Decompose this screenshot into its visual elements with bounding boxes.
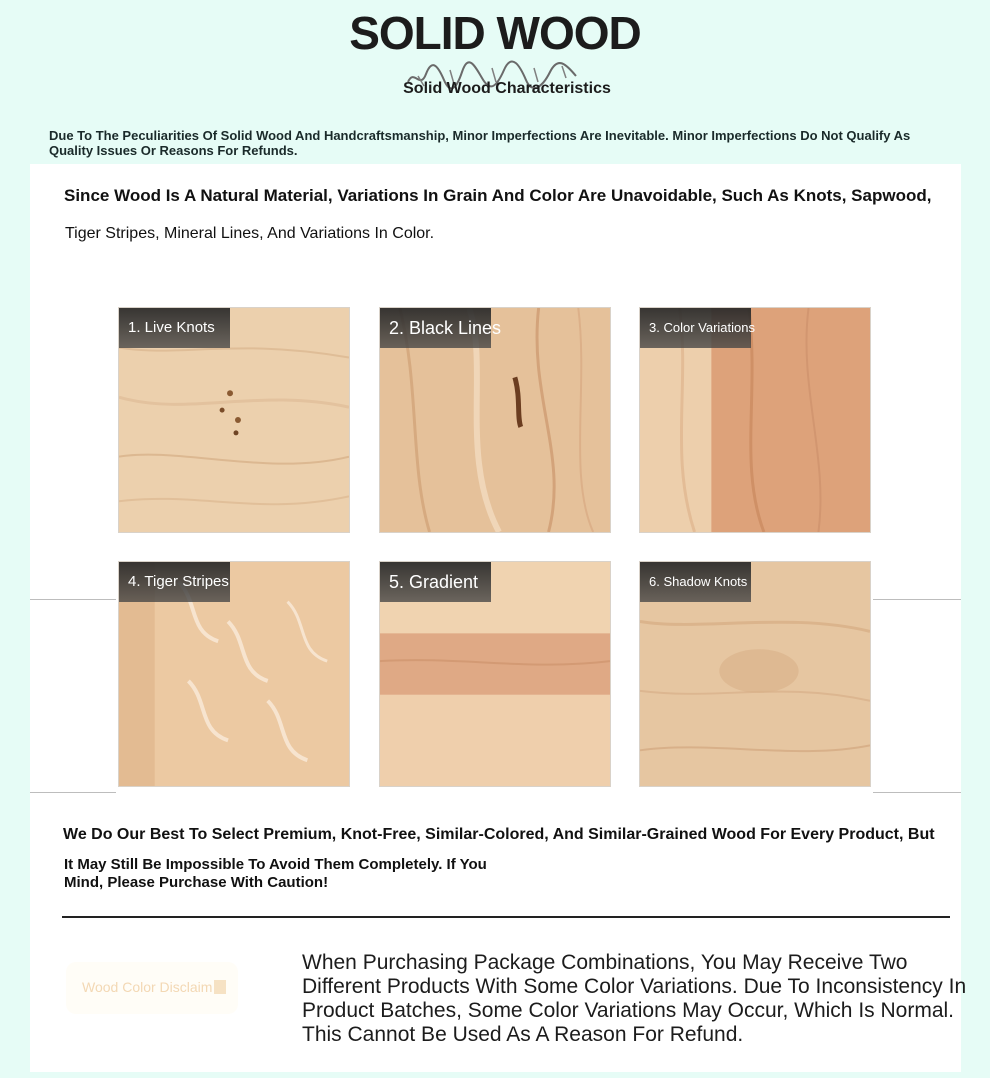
sample-label: 6. Shadow Knots xyxy=(640,562,751,602)
sample-shadow-knots xyxy=(639,561,871,787)
closing-line-2: It May Still Be Impossible To Avoid Them Completely. If You Mind, Please Purchase With Caution! xyxy=(64,856,487,891)
badge-square-icon xyxy=(214,980,226,994)
sample-label: 3. Color Variations xyxy=(640,308,751,348)
imperfection-notice: Due To The Peculiarities Of Solid Wood And Handcraftsmanship, Minor Imperfections Are Inevitable. Minor Imperfections Do Not Qualify As Quality Issues Or Reasons For Refunds. xyxy=(49,128,911,158)
sample-black-lines xyxy=(379,307,611,533)
section-divider xyxy=(62,916,950,918)
separator-left xyxy=(30,599,116,600)
intro-line-1: Since Wood Is A Natural Material, Variations In Grain And Color Are Unavoidable, Such As Knots, Sapwood, xyxy=(64,186,932,205)
package-disclaimer: When Purchasing Package Combinations, You May Receive Two Different Products With Some Color Variations. Due To Inconsistency In Product Batches, Some Color Variations May Occur, Which Is Normal. This Cannot Be Used As A Reason For Refund. xyxy=(302,951,967,1046)
separator-right-2 xyxy=(873,792,961,793)
closing-line-1: We Do Our Best To Select Premium, Knot-Free, Similar-Colored, And Similar-Grained Wood For Every Product, But xyxy=(63,826,935,843)
intro-line-2: Tiger Stripes, Mineral Lines, And Variations In Color. xyxy=(65,225,435,242)
sample-color-variations xyxy=(639,307,871,533)
separator-right xyxy=(873,599,961,600)
badge-label: Wood Color Disclaim xyxy=(82,979,213,995)
separator-left-2 xyxy=(30,792,116,793)
sample-label: 4. Tiger Stripes xyxy=(119,562,230,602)
sample-label: 2. Black Lines xyxy=(380,308,491,348)
sample-tiger-stripes xyxy=(118,561,350,787)
page-subtitle: Solid Wood Characteristics xyxy=(403,80,611,97)
page-title: SOLID WOOD xyxy=(349,7,641,59)
sample-gradient xyxy=(379,561,611,787)
sample-live-knots xyxy=(118,307,350,533)
wood-color-disclaimer-badge xyxy=(66,962,238,1014)
sample-label: 5. Gradient xyxy=(380,562,491,602)
sample-label: 1. Live Knots xyxy=(119,308,230,348)
